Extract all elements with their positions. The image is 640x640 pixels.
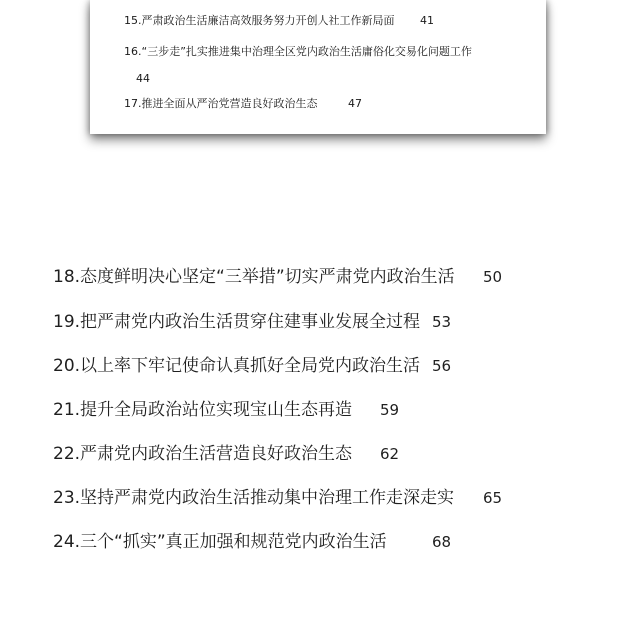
- toc-item-19: 19.把严肃党内政治生活贯穿住建事业发展全过程: [53, 312, 421, 332]
- toc-item-page: 47: [348, 97, 362, 110]
- toc-item-page: 68: [432, 533, 452, 551]
- toc-item-page: 56: [432, 357, 452, 375]
- toc-item-title: 15.严肃政治生活廉洁高效服务努力开创人社工作新局面: [124, 14, 395, 27]
- toc-item-page: 53: [432, 313, 452, 331]
- toc-item-24: 24.三个“抓实”真正加强和规范党内政治生活: [53, 532, 387, 552]
- toc-card: [90, 0, 546, 134]
- toc-item-23: 23.坚持严肃党内政治生活推动集中治理工作走深走实: [53, 488, 455, 508]
- toc-item-page: 44: [136, 72, 150, 85]
- toc-item-15: [124, 14, 395, 28]
- toc-item-page: 59: [380, 401, 400, 419]
- toc-item-22: 22.严肃党内政治生活营造良好政治生态: [53, 444, 353, 464]
- toc-item-page: 50: [483, 268, 503, 286]
- toc-item-17: [124, 97, 318, 111]
- toc-item-page: 62: [380, 445, 400, 463]
- toc-item-page: 65: [483, 489, 503, 507]
- toc-item-21: 21.提升全局政治站位实现宝山生态再造: [53, 400, 353, 420]
- toc-item-20: 20.以上率下牢记使命认真抓好全局党内政治生活: [53, 356, 421, 376]
- toc-item-title: 17.推进全面从严治党营造良好政治生态: [124, 97, 318, 110]
- toc-item-18: 18.态度鲜明决心坚定“三举措”切实严肃党内政治生活: [53, 267, 455, 287]
- toc-item-page: 41: [420, 14, 434, 27]
- toc-item-title: 16.“三步走”扎实推进集中治理全区党内政治生活庸俗化交易化问题工作: [124, 45, 472, 58]
- toc-item-16: [124, 45, 472, 59]
